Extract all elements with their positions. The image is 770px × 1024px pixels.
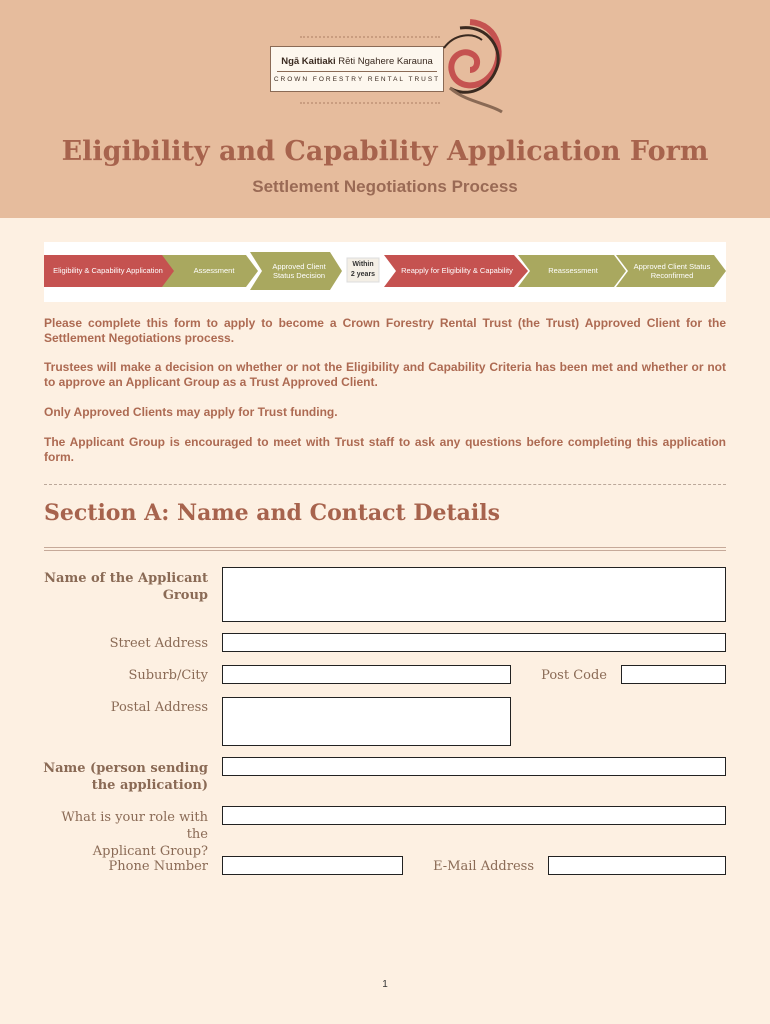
- trust-logo: [270, 46, 444, 92]
- applicant-group-label: Name of the Applicant Group: [44, 571, 208, 603]
- phone-number-label: Phone Number: [108, 859, 208, 874]
- process-step-label: Approved Client Status Reconfirmed: [633, 261, 711, 280]
- email-address-label: E-Mail Address: [433, 859, 534, 874]
- process-diagram: [44, 242, 726, 302]
- applicant-group-field[interactable]: [222, 567, 726, 622]
- logo-maori-name: Ngā Kaitiaki Rēti Ngahere Karauna: [281, 56, 433, 67]
- within-label: Within 2 years: [350, 261, 376, 278]
- intro-paragraph: Please complete this form to apply to become a Crown Forestry Rental Trust (the Trust) Approved Client for the Settlement Negotiations process.: [44, 316, 726, 345]
- sender-name-field[interactable]: [222, 757, 726, 776]
- divider: [44, 484, 726, 485]
- street-address-field[interactable]: [222, 633, 726, 652]
- intro-paragraph: Trustees will make a decision on whether or not the Eligibility and Capability Criteria has been met and whether or not to approve an Applicant Group as a Trust Approved Client.: [44, 360, 726, 389]
- section-a-title: Section A: Name and Contact Details: [44, 500, 500, 526]
- post-code-field[interactable]: [621, 665, 726, 684]
- decorative-dots-bottom: [300, 102, 440, 104]
- divider-double: [44, 547, 726, 551]
- page-subtitle: Settlement Negotiations Process: [252, 177, 518, 196]
- postal-address-label: Postal Address: [110, 700, 208, 715]
- phone-number-field[interactable]: [222, 856, 403, 875]
- email-address-field[interactable]: [548, 856, 726, 875]
- post-code-label: Post Code: [541, 668, 607, 683]
- suburb-city-field[interactable]: [222, 665, 511, 684]
- intro-paragraph: Only Approved Clients may apply for Trust funding.: [44, 405, 338, 419]
- role-label: What is your role with the Applicant Group?: [61, 810, 208, 859]
- process-step-label: Reapply for Eligibility & Capability: [401, 266, 513, 276]
- street-address-label: Street Address: [109, 636, 208, 651]
- intro-paragraph: The Applicant Group is encouraged to meet with Trust staff to ask any questions before completing this application form.: [44, 435, 726, 464]
- page-title: Eligibility and Capability Application Form: [61, 136, 709, 167]
- postal-address-field[interactable]: [222, 697, 511, 746]
- page-number: 1: [382, 979, 388, 990]
- koru-swirl-icon: [430, 18, 508, 114]
- suburb-city-label: Suburb/City: [128, 668, 208, 683]
- logo-english-name: CROWN FORESTRY RENTAL TRUST: [273, 76, 441, 83]
- decorative-dots-top: [300, 36, 440, 38]
- process-step-label: Reassessment: [548, 266, 598, 276]
- process-step-label: Eligibility & Capability Application: [53, 266, 163, 276]
- process-step-label: Approved Client Status Decision: [272, 261, 326, 280]
- process-step-label: Assessment: [193, 266, 235, 276]
- sender-name-label: Name (person sending the application): [43, 761, 208, 793]
- role-field[interactable]: [222, 806, 726, 825]
